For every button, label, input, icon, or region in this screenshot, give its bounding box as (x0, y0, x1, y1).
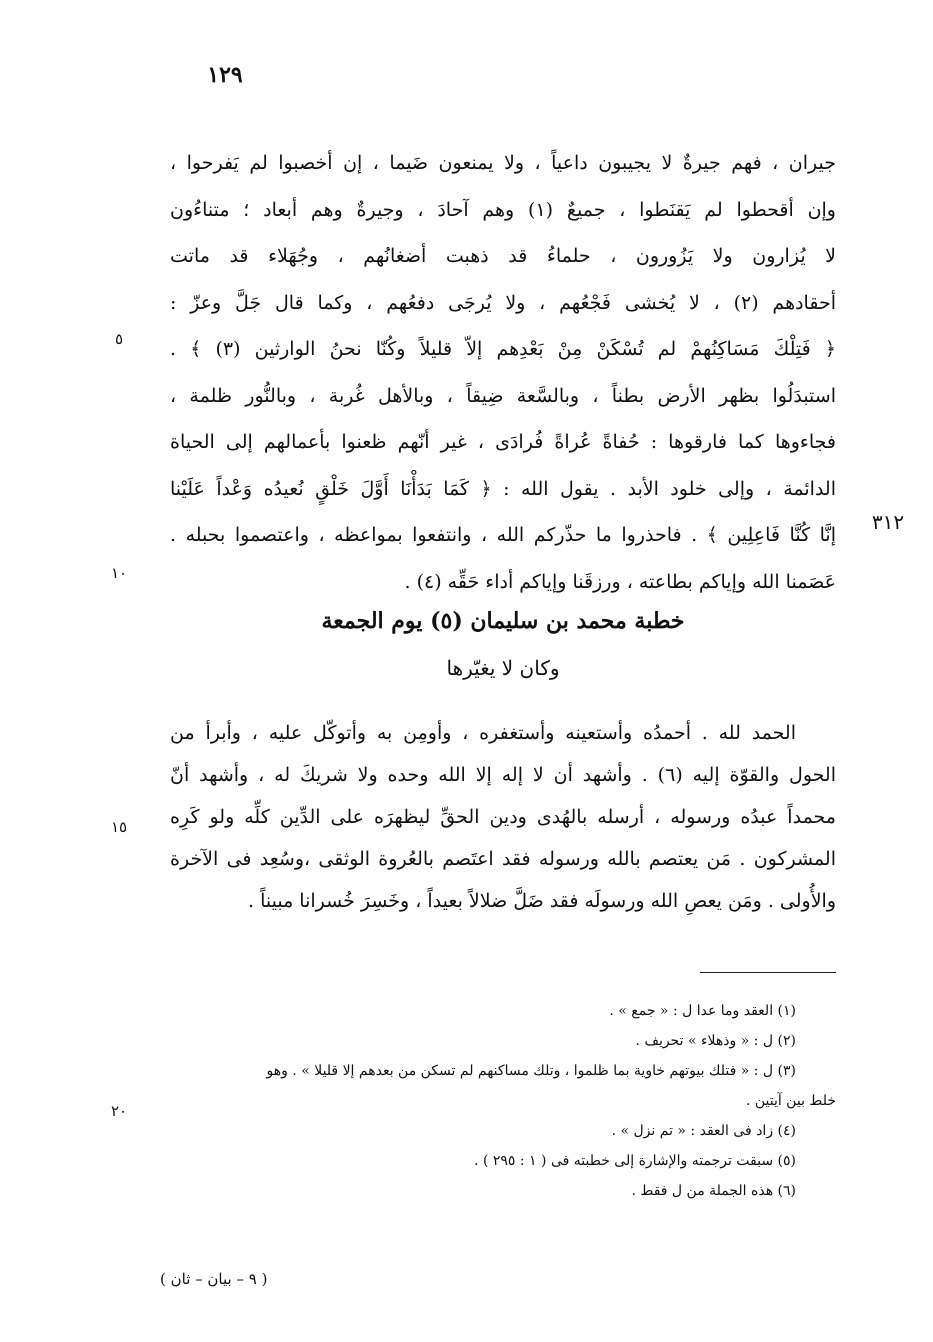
text-line: جيران ، فهم جيرةٌ لا يجيبون داعياً ، ولا يمنعون ضَيما ، إن أخصبوا لم يَفرحوا ، (170, 152, 836, 174)
text-line: الدائمة ، وإلى خلود الأبد . يقول الله : ﴿ كَمَا بَدَأْنَا أَوَّلَ خَلْقٍ نُعيدُه وَعْداً عَلَيْنا (170, 477, 836, 500)
footnote: (٢) ل : « وذهلاء » تحريف . (635, 1033, 796, 1049)
text-line: فجاءوها كما فارقوها : حُفاةً عُراةً فُرادَى ، غير أنّهم ظعنوا بأعمالهم إلى الحياة (170, 431, 836, 453)
footnote: (٣) ل : « فتلك بيوتهم خاوية بما ظلموا ، وتلك مساكنهم لم تسكن من بعدهم إلا قليلا » . وهو (266, 1063, 796, 1079)
line-number-10: ١٠ (110, 564, 128, 582)
footnote-divider (700, 972, 836, 973)
footnote: (١) العقد وما عدا ل : « جمع » . (609, 1003, 796, 1019)
printer-signature: ( ٩ – بيان – ثان ) (160, 1270, 268, 1288)
text-line: استبدَلُوا بظهر الأرض بطناً ، وبالسَّعة ضِيقاً ، وبالأهل غُربة ، وبالنُّور ظلمة ، (170, 384, 836, 407)
line-number-5: ٥ (114, 330, 124, 348)
footnotes (170, 996, 836, 1206)
margin-reference-number: ٣١٢ (871, 510, 905, 534)
text-line: الحمد لله . أحمدُه وأستعينه وأستغفره ، وأومِن به وأتوكّل عليه ، وأبرأ من (170, 722, 796, 744)
text-line: عَصَمنا الله وإياكم بطاعته ، ورزقَنا وإياكم أداء حَقِّه (٤) . (404, 570, 836, 593)
line-number-20: ٢٠ (110, 1102, 128, 1120)
footnote: (٦) هذه الجملة من ل فقط . (631, 1183, 796, 1199)
body-text-section-2 (170, 712, 836, 922)
text-line: الحول والقوّة إليه (٦) . وأشهد أن لا إله إلا الله وحده ولا شريكَ له ، وأشهد أنّ (170, 764, 836, 786)
section-subheading: وكان لا يغيّرها (446, 656, 560, 680)
text-line: إنَّا كُنَّا فَاعِلِين ﴾ . فاحذروا ما حذّركم الله ، وانتفعوا بمواعظه ، واعتصموا بحبله . (170, 524, 836, 546)
text-line: محمداً عبدُه ورسوله ، أرسله بالهُدى ودين الحقِّ ليظهرَه على الدِّين كلِّه ولو كَرِه (170, 806, 836, 828)
text-line: وإن أقحطوا لم يَقنَطوا ، جميعٌ (١) وهم آحادَ ، وجيرةٌ وهم أبعاد ؛ متناءُون (170, 198, 836, 221)
text-line: أحقادهم (٢) ، لا يُخشى فَجْعُهم ، ولا يُرجَى دفعُهم ، وكما قال جَلَّ وعزّ : (170, 291, 836, 314)
text-line: والأُولى . ومَن يعصِ الله ورسولَه فقد ضَلَّ ضلالاً بعيداً ، وخَسِرَ خُسرانا مبيناً . (248, 890, 836, 912)
text-line: لا يُزارون ولا يَزُورون ، حلماءُ قد ذهبت أضغانُهم ، وجُهَلاء قد ماتت (170, 245, 836, 267)
line-number-15: ١٥ (110, 818, 128, 836)
body-text-section-1 (170, 140, 836, 605)
footnote: (٤) زاد فى العقد : « تم نزل » . (611, 1123, 796, 1139)
section-heading: خطبة محمد بن سليمان (٥) يوم الجمعة (321, 608, 685, 634)
text-line: ﴿ فَتِلْكَ مَسَاكِنُهمْ لم تُسْكَنْ مِنْ بَعْدِهم إلاّ قليلاً وكُنّا نحنُ الوارثين (٣) ﴾ . (170, 338, 836, 360)
footnote: (٥) سبقت ترجمته والإشارة إلى خطبته فى ( ١ : ٢٩٥ ) . (474, 1153, 796, 1169)
footnote-continuation: خلط بين آيتين . (745, 1093, 836, 1109)
page-number: ١٢٩ (207, 62, 243, 88)
text-line: المشركون . مَن يعتصم بالله ورسوله فقد اعتَصم بالعُروة الوثقى ،وسُعِد فى الآخرة (170, 848, 836, 870)
